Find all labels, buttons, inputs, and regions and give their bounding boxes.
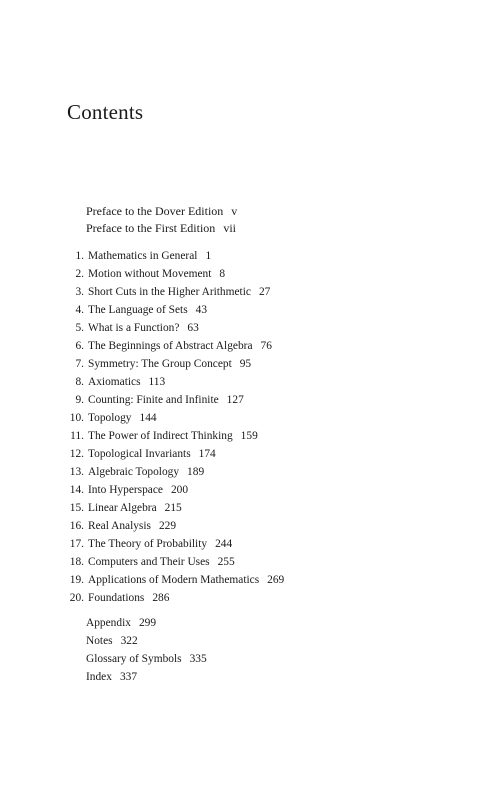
chapter-entry <box>69 445 284 463</box>
chapter-number: 4. <box>75 304 84 316</box>
entry-page: vii <box>223 221 236 235</box>
chapter-title: Short Cuts in the Higher Arithmetic <box>88 286 251 298</box>
chapter-page: 27 <box>258 286 271 298</box>
chapter-number: 5. <box>75 322 84 334</box>
chapter-title: Into Hyperspace <box>88 484 163 496</box>
chapter-number: 17. <box>69 538 84 550</box>
entry-page: v <box>231 204 238 218</box>
chapter-entry <box>69 337 284 355</box>
chapter-number: 16. <box>69 520 84 532</box>
chapter-entry <box>69 589 284 607</box>
chapter-title: The Language of Sets <box>88 304 188 316</box>
chapter-number: 8. <box>75 376 84 388</box>
chapter-title: Topological Invariants <box>88 448 191 460</box>
entry-title: Preface to the Dover Edition <box>86 204 224 218</box>
chapter-number: 15. <box>69 502 84 514</box>
chapter-page: 95 <box>239 358 252 370</box>
chapter-number: 1. <box>75 250 84 262</box>
chapter-number: 19. <box>69 574 84 586</box>
chapter-entry <box>69 301 284 319</box>
chapter-title: Topology <box>88 412 132 424</box>
entry-title: Index <box>86 671 112 683</box>
chapter-list <box>69 247 284 607</box>
chapter-title: What is a Function? <box>88 322 180 334</box>
chapter-title: Linear Algebra <box>88 502 157 514</box>
chapter-page: 63 <box>187 322 199 334</box>
chapter-number: 2. <box>75 268 84 280</box>
chapter-entry <box>69 409 284 427</box>
entry-page: 322 <box>120 635 138 647</box>
chapter-number: 6. <box>75 340 84 352</box>
chapter-entry <box>69 283 284 301</box>
chapter-number: 10. <box>69 412 84 424</box>
chapter-entry <box>69 373 284 391</box>
back-matter-list <box>86 614 207 686</box>
chapter-page: 8 <box>219 268 226 280</box>
toc-entry <box>86 203 237 220</box>
chapter-entry <box>69 571 284 589</box>
chapter-title: Applications of Modern Mathematics <box>88 574 260 586</box>
chapter-number: 20. <box>69 592 84 604</box>
chapter-page: 255 <box>217 556 235 568</box>
chapter-entry <box>69 481 284 499</box>
toc-entry <box>86 614 207 632</box>
entry-page: 335 <box>189 653 207 665</box>
chapter-number: 12. <box>69 448 84 460</box>
page-title: Contents <box>67 100 144 124</box>
entry-page: 299 <box>138 617 157 629</box>
entry-page: 337 <box>119 671 138 683</box>
chapter-page: 229 <box>158 520 177 532</box>
front-matter-list <box>86 203 237 237</box>
entry-title: Glossary of Symbols <box>86 653 182 665</box>
chapter-number: 13. <box>69 466 84 478</box>
chapter-page: 43 <box>195 304 208 316</box>
chapter-title: Counting: Finite and Infinite <box>88 394 219 406</box>
chapter-page: 76 <box>260 340 272 352</box>
chapter-page: 215 <box>164 502 182 514</box>
entry-title: Notes <box>86 635 113 647</box>
chapter-number: 18. <box>69 556 84 568</box>
chapter-page: 159 <box>240 430 258 442</box>
chapter-number: 3. <box>75 286 84 298</box>
chapter-entry <box>69 319 284 337</box>
chapter-title: The Beginnings of Abstract Algebra <box>88 340 253 352</box>
chapter-entry <box>69 427 284 445</box>
chapter-page: 127 <box>226 394 244 406</box>
chapter-entry <box>69 535 284 553</box>
chapter-page: 286 <box>152 592 170 604</box>
chapter-title: Motion without Movement <box>88 268 212 280</box>
chapter-page: 174 <box>198 448 216 460</box>
chapter-page: 1 <box>205 250 212 262</box>
toc-entry <box>86 632 207 650</box>
toc-entry <box>86 650 207 668</box>
chapter-entry <box>69 463 284 481</box>
chapter-title: Real Analysis <box>88 520 151 532</box>
chapter-page: 244 <box>215 538 233 550</box>
chapter-title: Computers and Their Uses <box>88 556 210 568</box>
chapter-entry <box>69 265 284 283</box>
chapter-page: 144 <box>139 412 157 424</box>
chapter-page: 189 <box>187 466 205 478</box>
chapter-page: 200 <box>170 484 189 496</box>
toc-entry <box>86 668 207 686</box>
entry-title: Preface to the First Edition <box>86 221 216 235</box>
chapter-entry <box>69 553 284 571</box>
chapter-title: Symmetry: The Group Concept <box>88 358 232 370</box>
chapter-title: Mathematics in General <box>88 250 198 262</box>
chapter-page: 113 <box>148 376 166 388</box>
chapter-entry <box>69 517 284 535</box>
chapter-title: Algebraic Topology <box>88 466 180 478</box>
chapter-title: Foundations <box>88 592 145 604</box>
toc-entry <box>86 220 237 237</box>
chapter-entry <box>69 247 284 265</box>
chapter-title: The Theory of Probability <box>88 538 208 550</box>
chapter-title: The Power of Indirect Thinking <box>88 430 233 442</box>
chapter-entry <box>69 499 284 517</box>
entry-title: Appendix <box>86 617 131 629</box>
chapter-number: 11. <box>70 430 84 442</box>
chapter-entry <box>69 391 284 409</box>
chapter-number: 9. <box>75 394 84 406</box>
chapter-page: 269 <box>267 574 285 586</box>
chapter-entry <box>69 355 284 373</box>
chapter-title: Axiomatics <box>88 376 141 388</box>
chapter-number: 7. <box>75 358 84 370</box>
chapter-number: 14. <box>69 484 84 496</box>
